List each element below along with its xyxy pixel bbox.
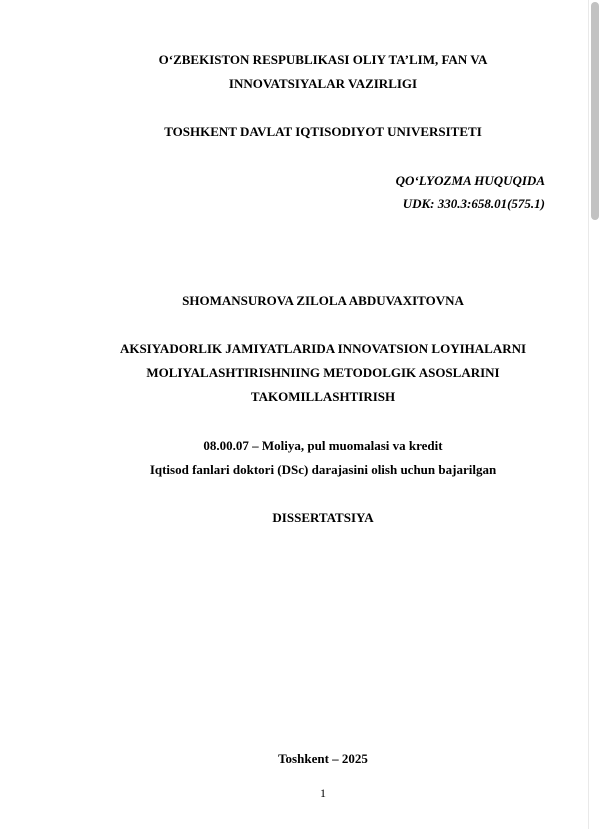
city-year: Toshkent – 2025 [278,751,368,766]
specialty: 08.00.07 – Moliya, pul muomalasi va kredit [203,438,443,453]
vertical-scrollbar[interactable] [589,0,601,829]
udk-code: UDK: 330.3:658.01(575.1) [402,196,545,211]
university-name: TOSHKENT DAVLAT IQTISODIYOT UNIVERSITETI [164,124,482,139]
scrollbar-thumb[interactable] [591,2,599,220]
ministry-line-1: O‘ZBEKISTON RESPUBLIKASI OLIY TA’LIM, FAN VA [158,52,488,67]
title-line-1: AKSIYADORLIK JAMIYATLARIDA INNOVATSION LOYIHALARNI [119,341,527,356]
document-type: DISSERTATSIYA [272,510,374,525]
ministry-line-2: INNOVATSIYALAR VAZIRLIGI [228,76,418,91]
degree-line: Iqtisod fanlari doktori (DSc) darajasini olish uchun bajarilgan [149,462,497,477]
manuscript-rights: QO‘LYOZMA HUQUQIDA [395,173,545,188]
author-name: SHOMANSUROVA ZILOLA ABDUVAXITOVNA [182,293,464,308]
title-line-2: MOLIYALASHTIRISHNIING METODOLGIK ASOSLARINI [146,365,500,380]
page-number: 1 [320,786,326,800]
title-line-3: TAKOMILLASHTIRISH [250,389,396,404]
